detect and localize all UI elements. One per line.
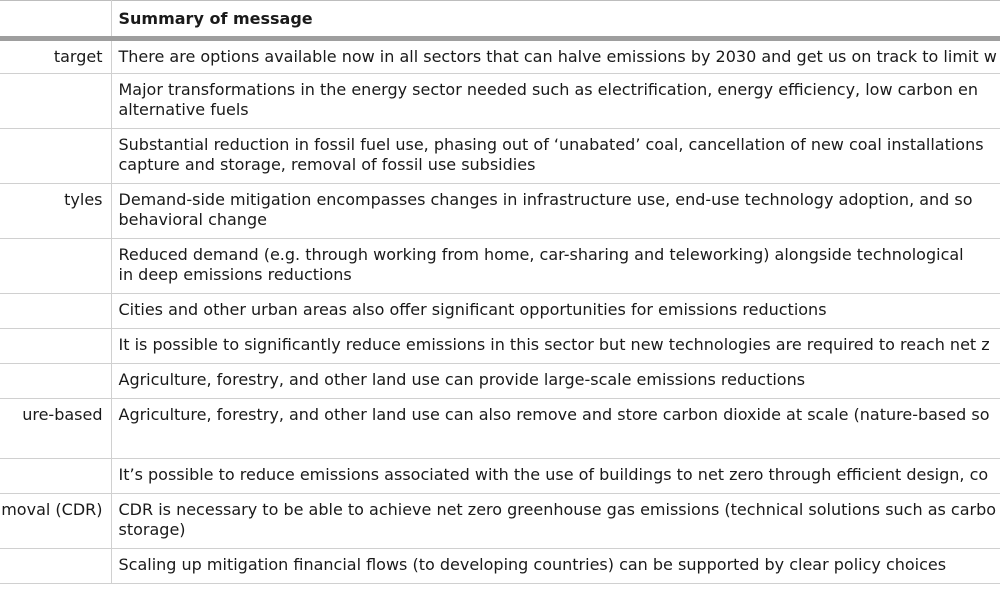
row-topic-cell <box>0 129 111 184</box>
table-row <box>0 549 1000 584</box>
row-topic-cell <box>0 549 111 584</box>
row-topic-cell <box>0 329 111 364</box>
table-row <box>0 364 1000 399</box>
row-summary: Substantial reduction in fossil fuel use, phasing out of ‘unabated’ coal, cancellation of new coal installations capture and storage, removal of fossil use subsidies <box>118 135 984 174</box>
row-summary-cell <box>111 74 1000 129</box>
table-row <box>0 459 1000 494</box>
row-summary-cell <box>111 494 1000 549</box>
row-topic-cell <box>0 364 111 399</box>
row-summary-cell <box>111 239 1000 294</box>
table-row <box>0 294 1000 329</box>
header-summary-cell <box>111 1 1000 39</box>
row-summary: It’s possible to reduce emissions associated with the use of buildings to net zero through efficient design, co <box>118 465 989 484</box>
table-row <box>0 329 1000 364</box>
row-summary-cell <box>111 549 1000 584</box>
header-summary: Summary of message <box>118 8 313 28</box>
row-summary: Agriculture, forestry, and other land use can provide large-scale emissions reductions <box>118 370 806 389</box>
row-summary-cell <box>111 39 1000 74</box>
row-summary: It is possible to significantly reduce emissions in this sector but new technologies are required to reach net z <box>118 335 990 354</box>
row-summary-cell <box>111 129 1000 184</box>
row-topic-cell <box>0 184 111 239</box>
row-summary: Major transformations in the energy sector needed such as electrification, energy efficiency, low carbon en alternative fuels <box>118 80 978 119</box>
row-summary: Demand-side mitigation encompasses changes in infrastructure use, end-use technology adoption, and so behavioral change <box>118 190 973 229</box>
row-summary: Cities and other urban areas also offer significant opportunities for emissions reductions <box>118 300 827 319</box>
table-header-row <box>0 1 1000 39</box>
table-row <box>0 129 1000 184</box>
row-summary: CDR is necessary to be able to achieve net zero greenhouse gas emissions (technical solutions such as carbo storage) <box>118 500 997 539</box>
header-topic-cell <box>0 1 111 39</box>
row-summary-cell <box>111 364 1000 399</box>
row-summary: Scaling up mitigation financial flows (to developing countries) can be supported by clear policy choices <box>118 555 947 574</box>
row-summary-cell <box>111 184 1000 239</box>
table-row <box>0 74 1000 129</box>
table-row <box>0 494 1000 549</box>
row-topic-cell <box>0 74 111 129</box>
row-topic-cell <box>0 494 111 549</box>
row-summary: Agriculture, forestry, and other land use can also remove and store carbon dioxide at scale (nature-based so <box>118 405 990 424</box>
row-summary-cell <box>111 459 1000 494</box>
row-topic: moval (CDR) <box>1 500 103 519</box>
table-row <box>0 39 1000 74</box>
row-topic-cell <box>0 459 111 494</box>
row-topic-cell <box>0 239 111 294</box>
row-summary-cell <box>111 294 1000 329</box>
table-row <box>0 184 1000 239</box>
table-row <box>0 239 1000 294</box>
row-topic-cell <box>0 39 111 74</box>
row-summary-cell <box>111 399 1000 459</box>
row-summary: There are options available now in all sectors that can halve emissions by 2030 and get us on track to limit w <box>118 47 997 66</box>
row-topic-cell <box>0 399 111 459</box>
row-topic-cell <box>0 294 111 329</box>
row-summary-cell <box>111 329 1000 364</box>
row-topic: tyles <box>64 190 103 209</box>
row-summary: Reduced demand (e.g. through working from home, car-sharing and teleworking) alongside technological in deep emissions reductions <box>118 245 964 284</box>
table-row <box>0 399 1000 459</box>
row-topic: ure-based <box>22 405 103 424</box>
row-topic: target <box>53 47 103 66</box>
